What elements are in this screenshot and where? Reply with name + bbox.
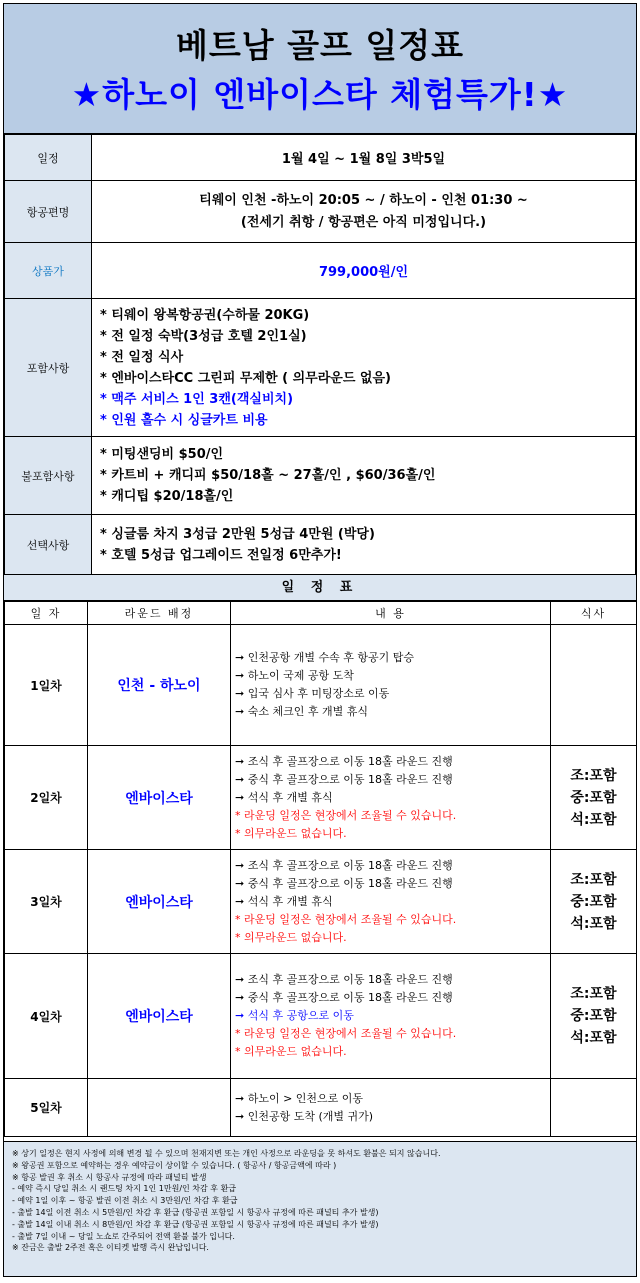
included-list — [92, 299, 636, 437]
table-row — [5, 850, 637, 954]
note-line: - 출발 14일 이내 취소 시 8만원/인 차감 후 환급 (항공권 포함일 시 항공사 규정에 따른 패널티 추가 발생) — [12, 1219, 379, 1229]
table-row — [5, 954, 637, 1079]
price-label: 상품가 — [5, 243, 92, 299]
content-line: ➞ 석식 후 공항으로 이동 — [235, 1009, 354, 1022]
meal-lunch: 중:포함 — [570, 789, 617, 806]
content-line: ➞ 조식 후 골프장으로 이동 18홀 라운드 진행 — [235, 858, 453, 872]
included-label: 포함사항 — [5, 299, 92, 437]
content-note: * 라운딩 일정은 현장에서 조율될 수 있습니다. — [235, 1027, 457, 1040]
meal-cell — [551, 625, 637, 746]
note-line: ※ 잔금은 출발 2주전 혹은 이티켓 발행 즉시 완납입니다. — [12, 1243, 209, 1253]
meal-lunch: 중:포함 — [570, 1008, 617, 1024]
optional-item: * 싱글룸 차지 3성급 2만원 5성급 4만원 (박당) — [100, 526, 375, 542]
meal-breakfast: 조:포함 — [570, 767, 617, 784]
day-label: 3일차 — [5, 850, 88, 954]
info-table — [4, 134, 636, 575]
content-line: ➞ 중식 후 골프장으로 이동 18홀 라운드 진행 — [235, 876, 453, 890]
content-line: ➞ 하노이 > 인천으로 이동 — [235, 1091, 364, 1105]
title-banner — [4, 4, 636, 134]
excluded-label: 불포함사항 — [5, 437, 92, 515]
content-note: * 의무라운드 없습니다. — [235, 826, 347, 840]
included-item: * 전 일정 식사 — [100, 349, 184, 365]
included-item: * 인원 홀수 시 싱글카트 비용 — [100, 412, 268, 428]
day-content — [231, 1079, 551, 1137]
round-label: 엔바이스타 — [88, 850, 231, 954]
note-line: ※ 항공 발권 후 취소 시 항공사 규정에 따라 패널티 발생 — [12, 1172, 207, 1182]
price-value: 799,000원/인 — [92, 243, 636, 299]
note-line: - 출발 7일 이내 ~ 당일 노쇼로 간주되어 전액 환불 불가 입니다. — [12, 1231, 235, 1241]
meal-cell — [551, 746, 637, 850]
info-row-price — [5, 243, 636, 299]
excluded-list — [92, 437, 636, 515]
content-line: ➞ 중식 후 골프장으로 이동 18홀 라운드 진행 — [235, 772, 453, 786]
day-label: 2일차 — [5, 746, 88, 850]
content-line: ➞ 조식 후 골프장으로 이동 18홀 라운드 진행 — [235, 754, 453, 768]
optional-item: * 호텔 5성급 업그레이드 전일정 6만추가! — [100, 547, 342, 563]
flight-line-1: 티웨이 인천 -하노이 20:05 ~ / 하노이 - 인천 01:30 ~ — [199, 192, 528, 208]
meal-cell — [551, 1079, 637, 1137]
meal-cell — [551, 850, 637, 954]
included-item: * 티웨이 왕복항공권(수하물 20KG) — [100, 307, 310, 323]
content-line: ➞ 인천공항 개별 수속 후 항공기 탑승 — [235, 651, 414, 664]
table-row — [5, 625, 637, 746]
content-line: ➞ 중식 후 골프장으로 이동 18홀 라운드 진행 — [235, 991, 453, 1004]
schedule-label: 일정 — [5, 135, 92, 181]
content-note: * 의무라운드 없습니다. — [235, 1045, 347, 1058]
notes-section — [4, 1141, 636, 1276]
day-label: 4일차 — [5, 954, 88, 1079]
content-note: * 라운딩 일정은 현장에서 조율될 수 있습니다. — [235, 912, 457, 926]
info-row-excluded — [5, 437, 636, 515]
content-note: * 라운딩 일정은 현장에서 조율될 수 있습니다. — [235, 808, 457, 822]
included-item: * 전 일정 숙박(3성급 호텔 2인1실) — [100, 328, 307, 344]
day-content — [231, 954, 551, 1079]
content-line: ➞ 숙소 체크인 후 개별 휴식 — [235, 705, 368, 718]
content-line: ➞ 조식 후 골프장으로 이동 18홀 라운드 진행 — [235, 973, 453, 986]
day-content — [231, 850, 551, 954]
excluded-item: * 미팅샌딩비 $50/인 — [100, 447, 224, 462]
note-line: ※ 왕공권 포함으로 예약하는 경우 예약금이 상이할 수 있습니다. ( 항공사 / 항공금액에 따라 ) — [12, 1160, 337, 1170]
content-line: ➞ 석식 후 개별 휴식 — [235, 894, 333, 908]
day-content — [231, 746, 551, 850]
table-row — [5, 746, 637, 850]
excluded-item: * 캐디팁 $20/18홀/인 — [100, 489, 234, 504]
note-line: - 예약 1일 이후 ~ 항공 발권 이전 취소 시 3만원/인 차감 후 환급 — [12, 1196, 238, 1206]
day-label: 5일차 — [5, 1079, 88, 1137]
day-label: 1일차 — [5, 625, 88, 746]
note-line: ※ 상기 일정은 현지 사정에 의해 변경 될 수 있으며 천재지변 또는 개인 사정으로 라운딩을 못 하셔도 환불은 되지 않습니다. — [12, 1149, 441, 1158]
info-row-flight — [5, 181, 636, 243]
excluded-item: * 카트비 + 캐디피 $50/18홀 ~ 27홀/인 , $60/36홀/인 — [100, 468, 436, 483]
header-content: 내 용 — [231, 602, 551, 625]
schedule-table — [4, 601, 637, 1137]
meal-breakfast: 조:포함 — [570, 986, 617, 1002]
header-round: 라운드 배정 — [88, 602, 231, 625]
meal-dinner: 석:포함 — [570, 1030, 617, 1046]
optional-label: 선택사항 — [5, 515, 92, 575]
meal-breakfast: 조:포함 — [570, 871, 617, 888]
schedule-title: 일 정 표 — [4, 575, 636, 601]
included-item: * 엔바이스타CC 그린피 무제한 ( 의무라운드 없음) — [100, 370, 391, 386]
itinerary-sheet — [3, 3, 637, 1277]
note-line: - 예약 즉시 당일 취소 시 랜드팅 차지 1인 1만원/인 차감 후 환급 — [12, 1184, 237, 1194]
flight-value — [92, 181, 636, 243]
meal-cell — [551, 954, 637, 1079]
round-label: 인천 - 하노이 — [88, 625, 231, 746]
round-label: 엔바이스타 — [88, 746, 231, 850]
note-line: - 출발 14일 이전 취소 시 5만원/인 차감 후 환급 (항공권 포함일 시 항공사 규정에 따른 패널티 추가 발생) — [12, 1207, 379, 1217]
info-row-schedule — [5, 135, 636, 181]
meal-dinner: 석:포함 — [570, 811, 617, 828]
content-line: ➞ 인천공항 도착 (개별 귀가) — [235, 1109, 374, 1123]
content-line: ➞ 석식 후 개별 휴식 — [235, 790, 333, 804]
optional-list — [92, 515, 636, 575]
content-line: ➞ 하노이 국제 공항 도착 — [235, 669, 354, 682]
flight-label: 항공편명 — [5, 181, 92, 243]
content-note: * 의무라운드 없습니다. — [235, 930, 347, 944]
round-label — [88, 1079, 231, 1137]
info-row-included — [5, 299, 636, 437]
page-title: 베트남 골프 일정표 — [175, 26, 464, 65]
included-item: * 맥주 서비스 1인 3캔(객실비치) — [100, 391, 294, 407]
header-day: 일 자 — [5, 602, 88, 625]
content-line: ➞ 입국 심사 후 미팅장소로 이동 — [235, 687, 390, 700]
day-content — [231, 625, 551, 746]
meal-lunch: 중:포함 — [570, 893, 617, 910]
page-subtitle: ★하노이 엔바이스타 체험특가!★ — [71, 75, 569, 114]
round-label: 엔바이스타 — [88, 954, 231, 1079]
flight-line-2: (전세기 취항 / 항공편은 아직 미정입니다.) — [240, 214, 487, 230]
schedule-value: 1월 4일 ~ 1월 8일 3박5일 — [92, 135, 636, 181]
meal-dinner: 석:포함 — [570, 915, 617, 932]
schedule-header-row — [5, 602, 637, 625]
header-meal: 식사 — [551, 602, 637, 625]
info-row-optional — [5, 515, 636, 575]
table-row — [5, 1079, 637, 1137]
